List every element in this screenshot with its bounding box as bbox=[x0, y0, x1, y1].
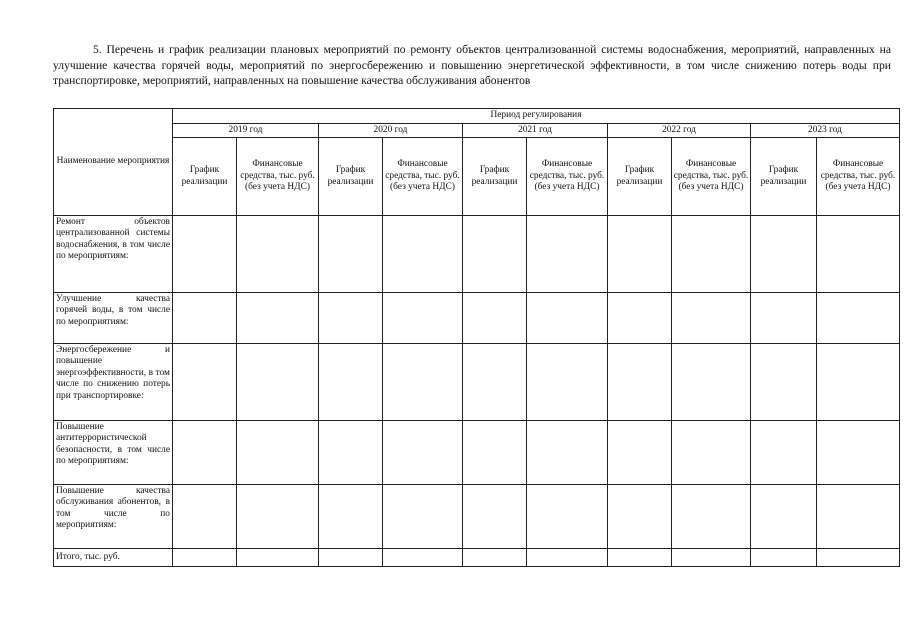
table-cell bbox=[319, 216, 383, 293]
table-cell bbox=[173, 293, 237, 344]
table-cell bbox=[383, 421, 463, 485]
schedule-header: График реализации bbox=[751, 138, 817, 216]
row-label: Энергосбережение и повышение энергоэффективности, в том числе по снижению потерь при транспортировке: bbox=[54, 344, 173, 421]
table-cell bbox=[237, 216, 319, 293]
table-cell bbox=[527, 293, 608, 344]
year-header-2022: 2022 год bbox=[608, 124, 751, 138]
table-cell bbox=[173, 549, 237, 567]
table-cell bbox=[527, 216, 608, 293]
year-header-2021: 2021 год bbox=[463, 124, 608, 138]
year-header-2019: 2019 год bbox=[173, 124, 319, 138]
table-cell bbox=[672, 216, 751, 293]
table-cell bbox=[319, 485, 383, 549]
table-cell bbox=[463, 421, 527, 485]
table-cell bbox=[751, 216, 817, 293]
table-row bbox=[54, 421, 900, 485]
schedule-header: График реализации bbox=[608, 138, 672, 216]
intro-text: 5. Перечень и график реализации плановых мероприятий по ремонту объектов централизованной системы водоснабжения, мероприятий, направленных на улучшение качества горячей воды, мероприятий по энергосбережению и повышению энергетической эффективности, в том числе снижению потерь воды при транспортировке, мероприятий, направленных на повышение качества обслуживания абонентов bbox=[53, 43, 891, 87]
table-cell bbox=[319, 549, 383, 567]
period-header: Период регулирования bbox=[173, 109, 900, 124]
table-cell bbox=[383, 549, 463, 567]
table-cell bbox=[608, 344, 672, 421]
table-cell bbox=[751, 421, 817, 485]
table-row bbox=[54, 216, 900, 293]
year-header-2023: 2023 год bbox=[751, 124, 900, 138]
table-cell bbox=[527, 344, 608, 421]
table-cell bbox=[173, 216, 237, 293]
table-cell bbox=[383, 344, 463, 421]
schedule-header: График реализации bbox=[173, 138, 237, 216]
row-label: Повышение качества обслуживания абонентов, в том числе по мероприятиям: bbox=[54, 485, 173, 549]
table-cell bbox=[237, 293, 319, 344]
table-cell bbox=[237, 485, 319, 549]
table-cell bbox=[463, 549, 527, 567]
table-row bbox=[54, 485, 900, 549]
table-cell bbox=[527, 421, 608, 485]
table-cell bbox=[608, 421, 672, 485]
table-cell bbox=[463, 293, 527, 344]
table-cell bbox=[383, 485, 463, 549]
table-cell bbox=[672, 549, 751, 567]
table-cell bbox=[237, 421, 319, 485]
table-cell bbox=[237, 549, 319, 567]
table-cell bbox=[527, 549, 608, 567]
funds-header: Финансовые средства, тыс. руб. (без учета НДС) bbox=[383, 138, 463, 216]
table-cell bbox=[527, 485, 608, 549]
row-label: Улучшение качества горячей воды, в том числе по мероприятиям: bbox=[54, 293, 173, 344]
row-label: Повышение антитеррористической безопасности, в том числе по мероприятиям: bbox=[54, 421, 173, 485]
table-cell bbox=[817, 485, 900, 549]
row-label: Ремонт объектов централизованной системы водоснабжения, в том числе по мероприятиям: bbox=[54, 216, 173, 293]
table-cell bbox=[463, 216, 527, 293]
activities-table bbox=[53, 108, 900, 567]
schedule-header: График реализации bbox=[463, 138, 527, 216]
table-cell bbox=[672, 421, 751, 485]
table-cell bbox=[319, 344, 383, 421]
table-cell bbox=[672, 344, 751, 421]
table-cell bbox=[672, 485, 751, 549]
funds-header: Финансовые средства, тыс. руб. (без учета НДС) bbox=[672, 138, 751, 216]
section-intro bbox=[53, 42, 891, 89]
total-row bbox=[54, 549, 900, 567]
total-label: Итого, тыс. руб. bbox=[54, 549, 173, 567]
table-cell bbox=[751, 344, 817, 421]
table-cell bbox=[237, 344, 319, 421]
table-row bbox=[54, 293, 900, 344]
table-cell bbox=[817, 421, 900, 485]
table-cell bbox=[319, 421, 383, 485]
year-header-2020: 2020 год bbox=[319, 124, 463, 138]
table-cell bbox=[817, 549, 900, 567]
table-cell bbox=[672, 293, 751, 344]
table-cell bbox=[751, 485, 817, 549]
table-cell bbox=[173, 485, 237, 549]
funds-header: Финансовые средства, тыс. руб. (без учета НДС) bbox=[527, 138, 608, 216]
funds-header: Финансовые средства, тыс. руб. (без учета НДС) bbox=[817, 138, 900, 216]
table-cell bbox=[751, 549, 817, 567]
table-cell bbox=[817, 216, 900, 293]
table-cell bbox=[173, 344, 237, 421]
funds-header: Финансовые средства, тыс. руб. (без учета НДС) bbox=[237, 138, 319, 216]
table-cell bbox=[751, 293, 817, 344]
table-cell bbox=[817, 293, 900, 344]
table-cell bbox=[173, 421, 237, 485]
table-cell bbox=[608, 485, 672, 549]
table-cell bbox=[608, 549, 672, 567]
table-cell bbox=[383, 216, 463, 293]
table-row bbox=[54, 344, 900, 421]
table-cell bbox=[383, 293, 463, 344]
name-column-header: Наименование мероприятия bbox=[54, 109, 173, 216]
table-cell bbox=[463, 344, 527, 421]
table-cell bbox=[319, 293, 383, 344]
table-cell bbox=[817, 344, 900, 421]
table-cell bbox=[463, 485, 527, 549]
table-cell bbox=[608, 216, 672, 293]
table-cell bbox=[608, 293, 672, 344]
schedule-header: График реализации bbox=[319, 138, 383, 216]
